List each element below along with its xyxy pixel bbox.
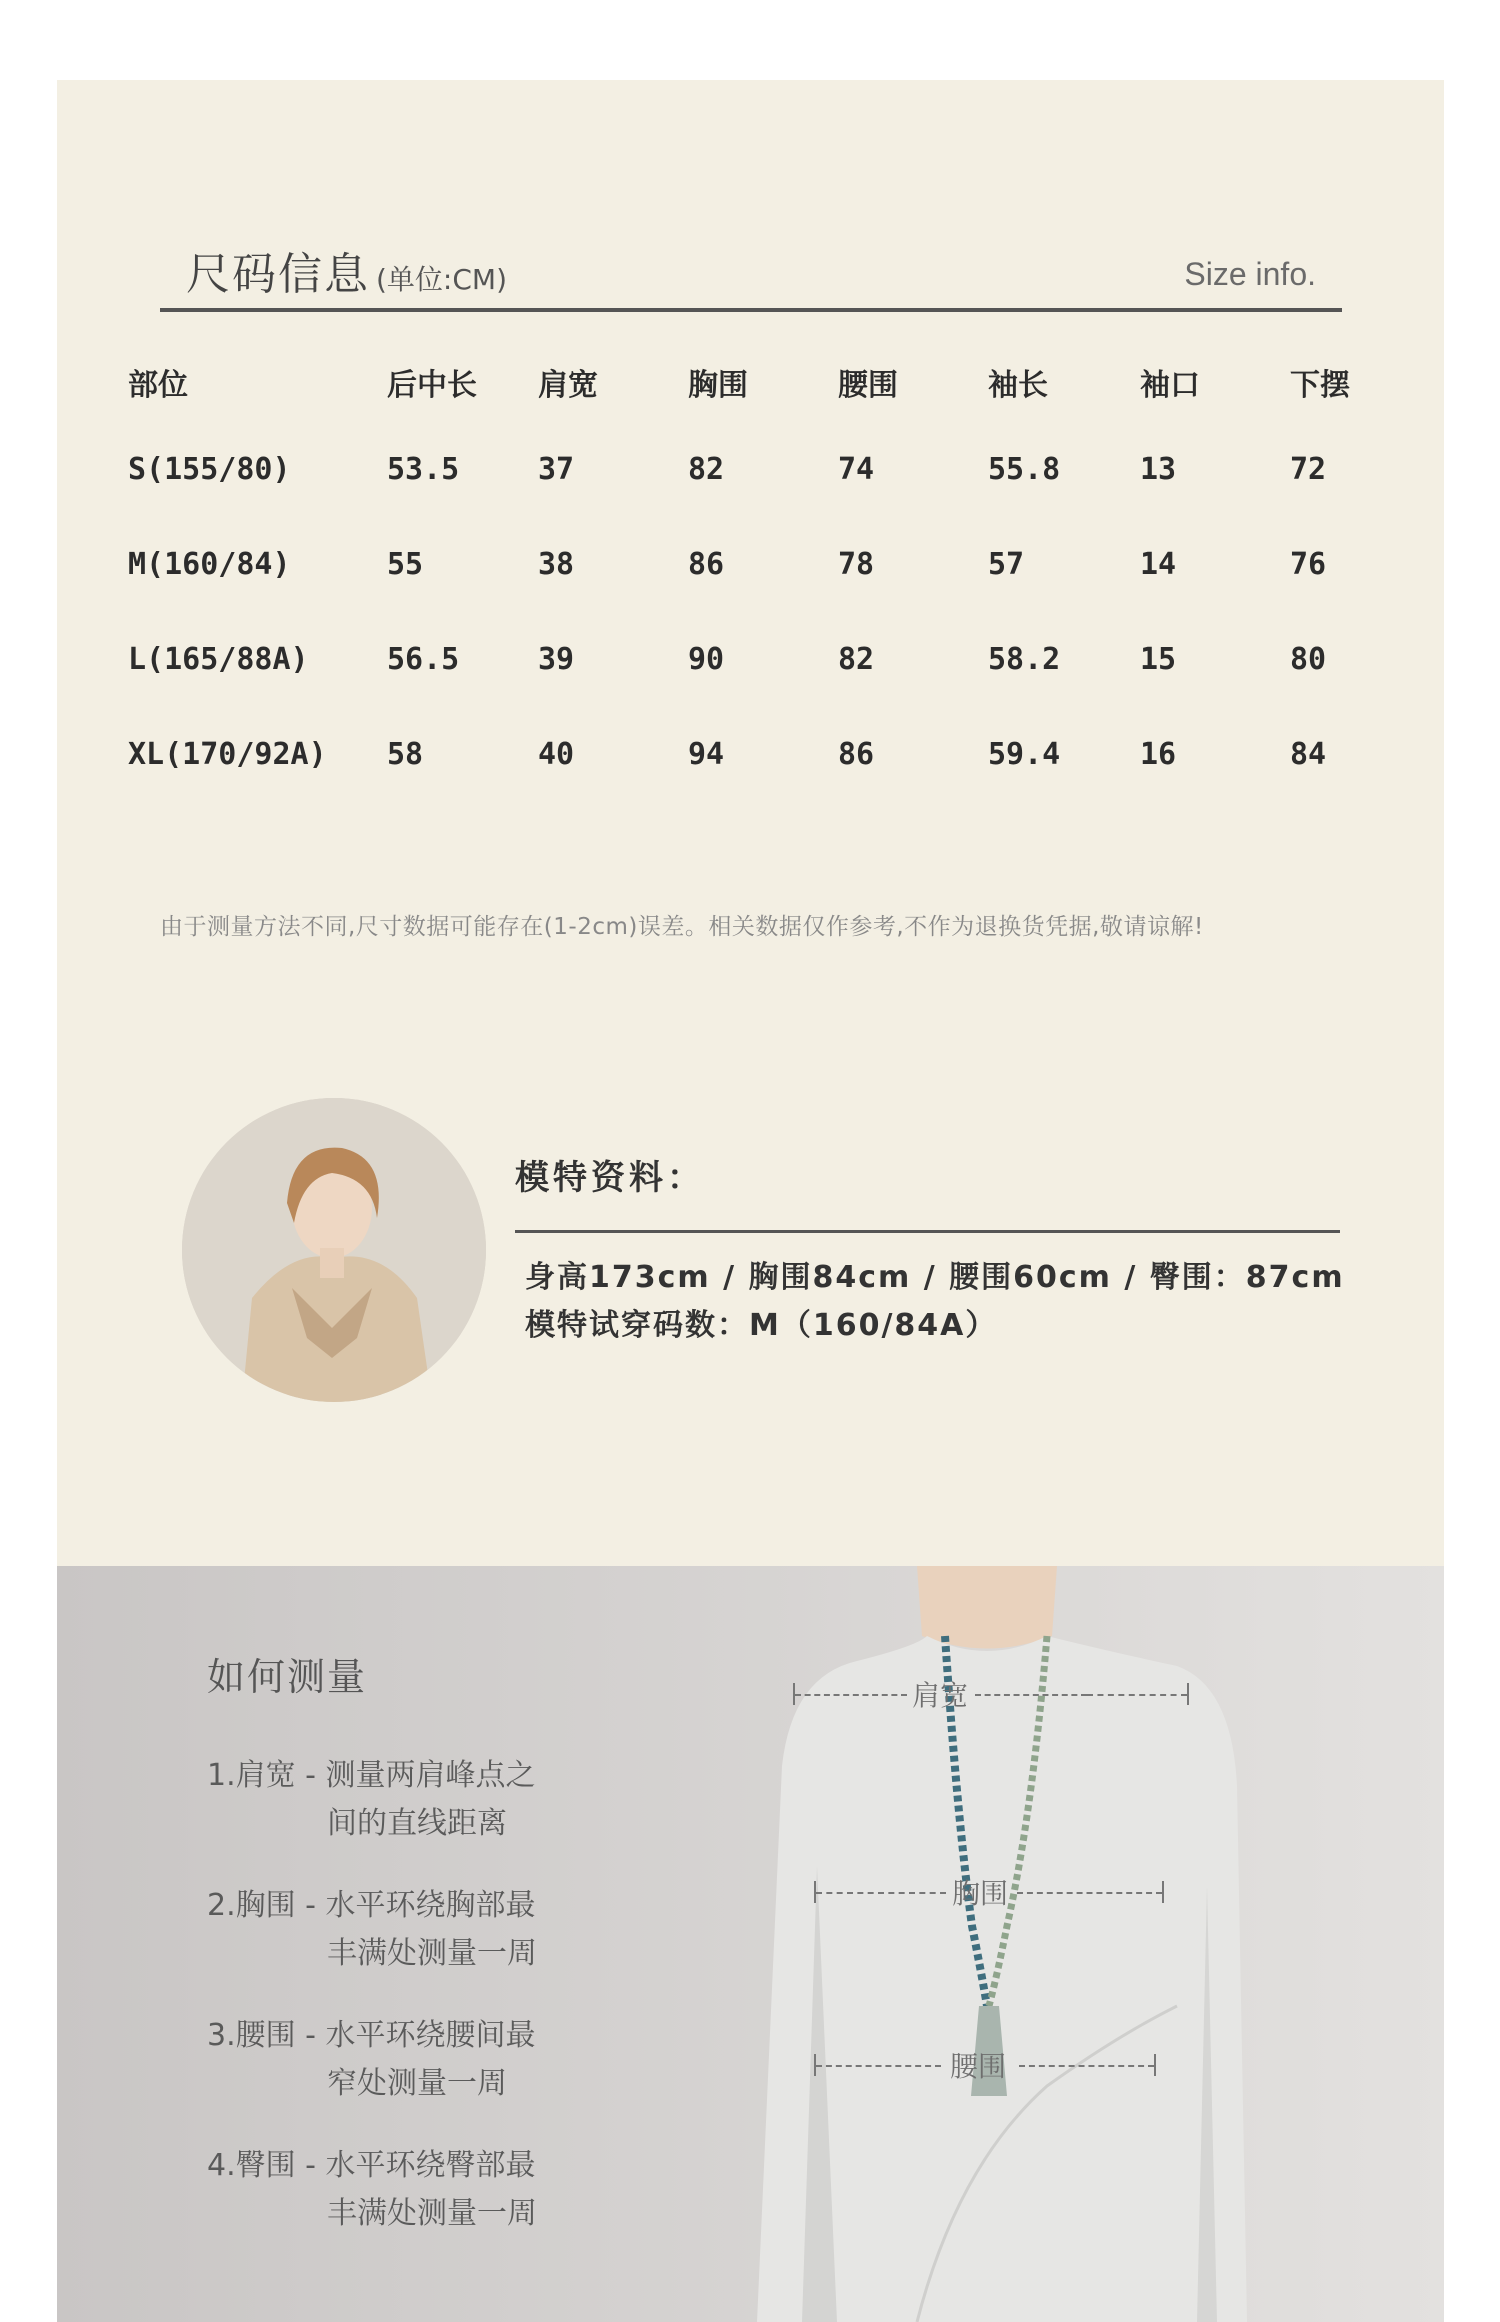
measure-item-line: 丰满处测量一周 bbox=[327, 1936, 537, 1971]
value-cell: 76 bbox=[1290, 547, 1327, 582]
value-cell: 94 bbox=[688, 737, 725, 772]
value-cell: 84 bbox=[1290, 737, 1327, 772]
value-cell: 57 bbox=[988, 547, 1025, 582]
model-fit-size: 模特试穿码数：M（160/84A） bbox=[525, 1308, 998, 1343]
model-measurements: 身高173cm / 胸围84cm / 腰围60cm / 臀围：87cm bbox=[525, 1260, 1345, 1295]
value-cell: 53.5 bbox=[387, 452, 460, 487]
measure-item-line: 窄处测量一周 bbox=[327, 2066, 507, 2101]
size-cell: S(155/80) bbox=[128, 452, 291, 487]
header-cell: 肩宽 bbox=[538, 368, 598, 403]
shoulder-marker-line bbox=[975, 1694, 1087, 1696]
chest-marker-line bbox=[1017, 1892, 1162, 1894]
header-cell: 袖长 bbox=[988, 368, 1048, 403]
size-info-unit: (单位:CM) bbox=[376, 263, 507, 296]
table-row bbox=[128, 517, 1390, 612]
table-row bbox=[128, 707, 1390, 802]
header-cell: 下摆 bbox=[1290, 368, 1350, 403]
value-cell: 58.2 bbox=[988, 642, 1061, 677]
size-cell: L(165/88A) bbox=[128, 642, 309, 677]
size-cell: XL(170/92A) bbox=[128, 737, 327, 772]
waist-marker-line bbox=[816, 2065, 941, 2067]
measure-item-waist bbox=[207, 2012, 536, 2108]
value-cell: 86 bbox=[838, 737, 875, 772]
waist-label: 腰围 bbox=[950, 2050, 1007, 2083]
measure-item-line: 4.臀围 - 水平环绕臀部最 bbox=[207, 2148, 536, 2183]
value-cell: 82 bbox=[688, 452, 725, 487]
header-cell: 袖口 bbox=[1140, 368, 1200, 403]
header-cell: 部位 bbox=[128, 368, 188, 403]
how-to-measure-title: 如何测量 bbox=[207, 1655, 368, 1699]
measure-item-line: 2.胸围 - 水平环绕胸部最 bbox=[207, 1888, 536, 1923]
table-row bbox=[128, 612, 1390, 707]
header-cell: 腰围 bbox=[838, 368, 898, 403]
value-cell: 39 bbox=[538, 642, 575, 677]
value-cell: 13 bbox=[1140, 452, 1177, 487]
chest-label: 胸围 bbox=[952, 1877, 1009, 1910]
value-cell: 55 bbox=[387, 547, 424, 582]
value-cell: 16 bbox=[1140, 737, 1177, 772]
size-info-title-en: Size info. bbox=[1184, 256, 1316, 292]
waist-marker-line bbox=[1019, 2065, 1154, 2067]
measure-item-line: 丰满处测量一周 bbox=[327, 2196, 537, 2231]
size-table-header bbox=[128, 350, 1390, 414]
value-cell: 40 bbox=[538, 737, 575, 772]
model-avatar bbox=[182, 1098, 486, 1402]
measure-item-line: 间的直线距离 bbox=[327, 1806, 507, 1841]
value-cell: 72 bbox=[1290, 452, 1327, 487]
shoulder-marker-line bbox=[795, 1694, 907, 1696]
model-portrait-image bbox=[182, 1098, 486, 1402]
value-cell: 90 bbox=[688, 642, 725, 677]
header-cell: 后中长 bbox=[387, 368, 477, 403]
value-cell: 59.4 bbox=[988, 737, 1061, 772]
size-info-title-row bbox=[186, 238, 507, 302]
waist-marker-tick bbox=[1154, 2054, 1156, 2076]
shoulder-marker-tick bbox=[1187, 1683, 1189, 1705]
model-info-heading: 模特资料： bbox=[515, 1158, 705, 1198]
value-cell: 38 bbox=[538, 547, 575, 582]
value-cell: 78 bbox=[838, 547, 875, 582]
value-cell: 86 bbox=[688, 547, 725, 582]
header-cell: 胸围 bbox=[688, 368, 748, 403]
value-cell: 56.5 bbox=[387, 642, 460, 677]
measure-item-line: 3.腰围 - 水平环绕腰间最 bbox=[207, 2018, 536, 2053]
chest-marker-tick bbox=[1162, 1881, 1164, 1903]
value-cell: 58 bbox=[387, 737, 424, 772]
chest-marker-line bbox=[816, 1892, 946, 1894]
table-row bbox=[128, 414, 1390, 517]
measure-item-hip bbox=[207, 2142, 537, 2238]
value-cell: 14 bbox=[1140, 547, 1177, 582]
size-info-title: 尺码信息 bbox=[186, 249, 370, 300]
value-cell: 15 bbox=[1140, 642, 1177, 677]
measure-item-line: 1.肩宽 - 测量两肩峰点之 bbox=[207, 1758, 536, 1793]
size-cell: M(160/84) bbox=[128, 547, 291, 582]
measure-item-chest bbox=[207, 1882, 537, 1978]
shoulder-marker-line bbox=[1087, 1694, 1187, 1696]
title-divider bbox=[160, 308, 1342, 312]
value-cell: 55.8 bbox=[988, 452, 1061, 487]
value-cell: 80 bbox=[1290, 642, 1327, 677]
measure-item-shoulder bbox=[207, 1752, 536, 1848]
how-to-measure-section bbox=[57, 1566, 1444, 2322]
value-cell: 37 bbox=[538, 452, 575, 487]
size-disclaimer: 由于测量方法不同,尺寸数据可能存在(1-2cm)误差。相关数据仅作参考,不作为退换货凭据,敬请谅解! bbox=[160, 914, 1204, 940]
size-table bbox=[128, 350, 1390, 802]
value-cell: 82 bbox=[838, 642, 875, 677]
shoulder-label: 肩宽 bbox=[912, 1679, 969, 1712]
value-cell: 74 bbox=[838, 452, 875, 487]
model-info-divider bbox=[515, 1230, 1340, 1233]
